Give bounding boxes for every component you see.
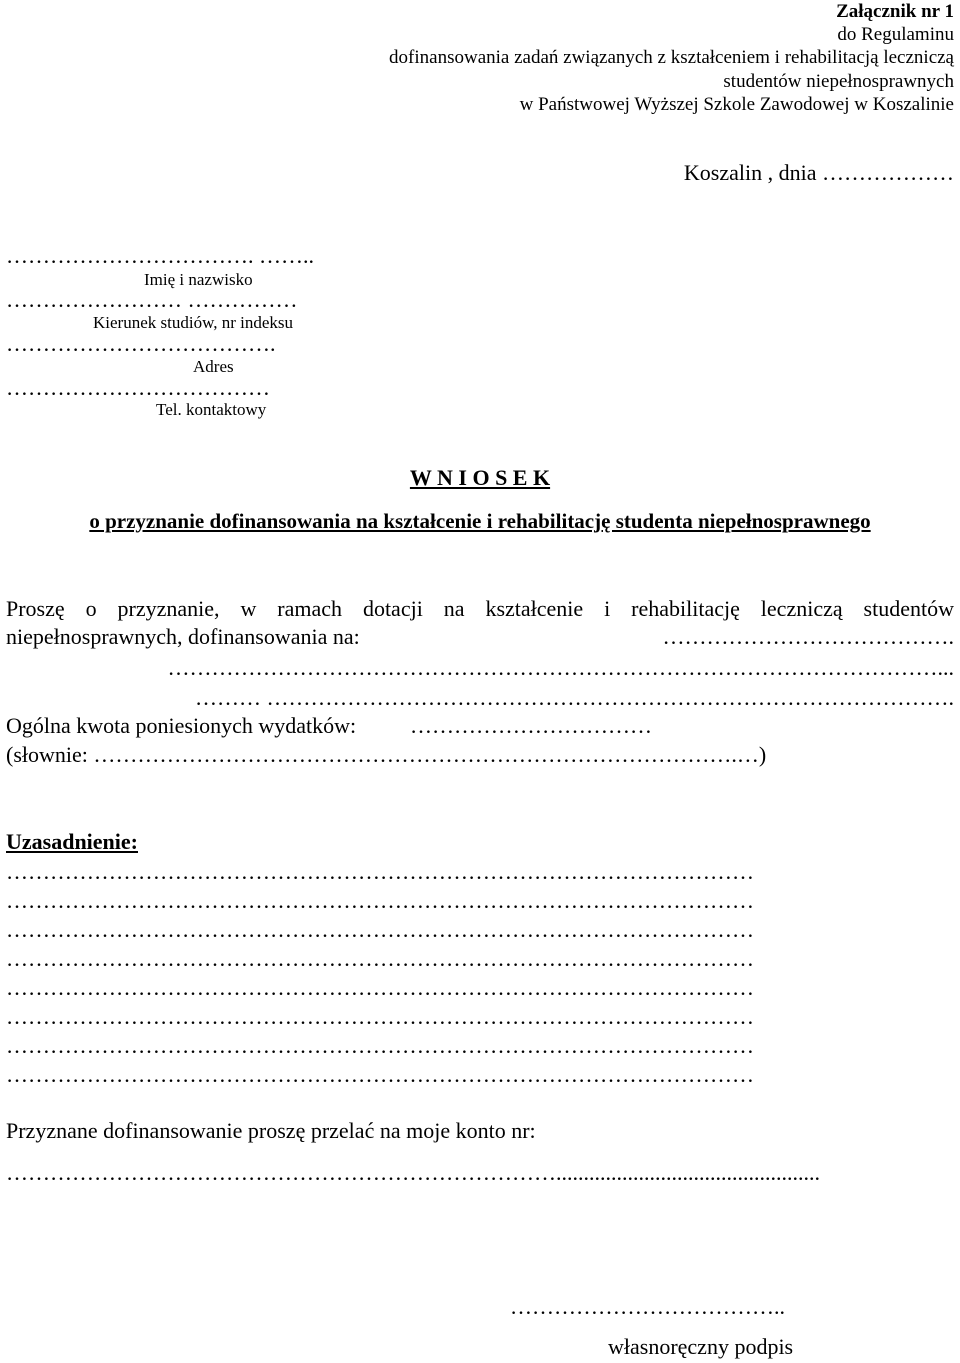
total-amount-label: Ogólna kwota poniesionych wydatków: bbox=[6, 713, 357, 738]
applicant-address-label: Adres bbox=[193, 357, 234, 376]
place-date: Koszalin , dnia ……………… bbox=[683, 160, 954, 185]
applicant-phone-field[interactable]: ……………………………… bbox=[6, 375, 270, 400]
header-line-4: w Państwowej Wyższej Szkole Zawodowej w Koszalinie bbox=[519, 94, 954, 115]
request-line-4-field[interactable]: ……… …………………………………………………………………………………. bbox=[195, 685, 954, 710]
applicant-study-label: Kierunek studiów, nr indeksu bbox=[93, 313, 294, 332]
request-line-2-label: niepełnosprawnych, dofinansowania na: bbox=[6, 624, 360, 649]
applicant-name-label: Imię i nazwisko bbox=[144, 270, 253, 289]
document-subtitle: o przyznanie dofinansowania na kształcenie i rehabilitację studenta niepełnosprawnego bbox=[89, 509, 871, 533]
request-line-2-field[interactable]: …………………………………. bbox=[662, 624, 954, 649]
total-amount-field[interactable]: …………………………… bbox=[410, 713, 652, 738]
request-line-1: Proszę o przyznanie, w ramach dotacji na kształcenie i rehabilitację leczniczą studentów bbox=[6, 596, 954, 621]
applicant-address-field[interactable]: ………………………………. bbox=[6, 331, 276, 356]
document-title: W N I O S E K bbox=[409, 465, 551, 490]
annex-title: Załącznik nr 1 bbox=[836, 1, 954, 22]
header-line-1: do Regulaminu bbox=[837, 24, 954, 45]
account-number-field[interactable]: …………………………………………………………………................................................ bbox=[6, 1160, 820, 1185]
account-label: Przyznane dofinansowanie proszę przelać na moje konto nr: bbox=[6, 1118, 536, 1143]
justification-line[interactable]: ………………………………………………………………………………………… bbox=[6, 1062, 754, 1087]
request-line-3-field[interactable]: ……………………………………………………………………………………………... bbox=[167, 655, 954, 680]
total-amount-words-field[interactable]: (słownie: …………………………………………………………………………….…) bbox=[6, 742, 767, 767]
justification-line[interactable]: ………………………………………………………………………………………… bbox=[6, 917, 754, 942]
header-line-2: dofinansowania zadań związanych z kształceniem i rehabilitacją leczniczą bbox=[389, 47, 954, 68]
justification-line[interactable]: ………………………………………………………………………………………… bbox=[6, 859, 754, 884]
applicant-phone-label: Tel. kontaktowy bbox=[156, 400, 267, 419]
signature-field[interactable]: ……………………………….. bbox=[510, 1294, 785, 1319]
justification-line[interactable]: ………………………………………………………………………………………… bbox=[6, 888, 754, 913]
justification-line[interactable]: ………………………………………………………………………………………… bbox=[6, 1033, 754, 1058]
justification-line[interactable]: ………………………………………………………………………………………… bbox=[6, 1004, 754, 1029]
header-line-3: studentów niepełnosprawnych bbox=[723, 71, 954, 92]
justification-line[interactable]: ………………………………………………………………………………………… bbox=[6, 946, 754, 971]
justification-line[interactable]: ………………………………………………………………………………………… bbox=[6, 975, 754, 1000]
justification-heading: Uzasadnienie: bbox=[6, 829, 138, 854]
applicant-study-field[interactable]: …………………… …………… bbox=[6, 287, 298, 312]
applicant-name-field[interactable]: ……………………………. …….. bbox=[6, 243, 314, 268]
signature-label: własnoręczny podpis bbox=[608, 1334, 794, 1359]
